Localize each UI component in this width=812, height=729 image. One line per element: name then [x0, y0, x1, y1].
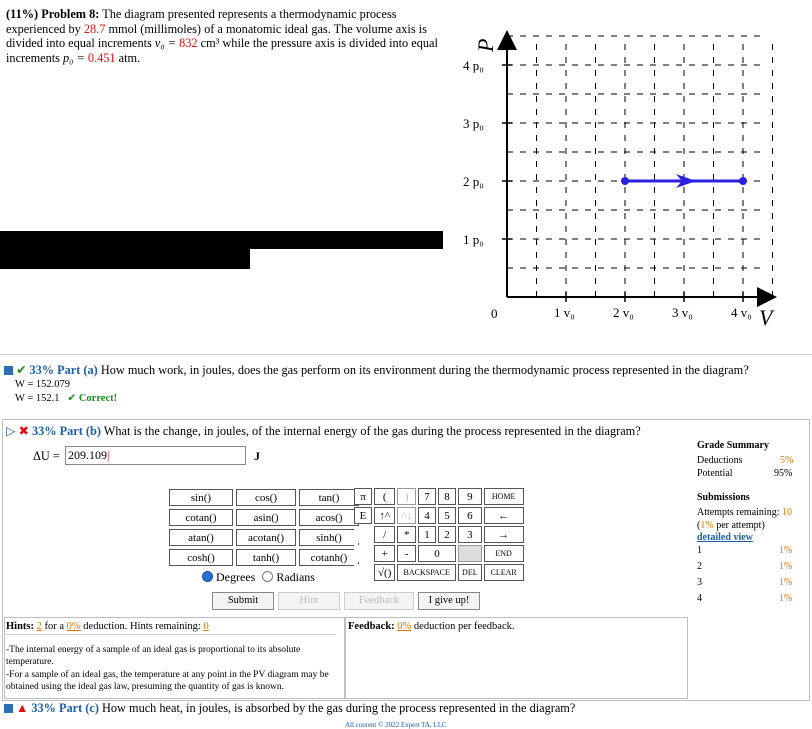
key-sqrt[interactable]: √() — [374, 564, 395, 581]
p-tick-label: 2 p₀ — [463, 174, 484, 189]
part-a-percent: 33% — [29, 363, 55, 377]
degrees-label: Degrees — [216, 570, 256, 584]
submission-deduction: 1% — [779, 577, 793, 588]
part-c-label: Part (c) — [59, 701, 99, 715]
detailed-view-link[interactable]: detailed view — [697, 532, 753, 543]
key-multiply[interactable]: * — [397, 526, 416, 543]
hints-for-a: for a — [44, 621, 65, 632]
incorrect-x-icon: ✖ — [18, 424, 29, 438]
part-a-label: Part (a) — [57, 363, 98, 377]
key-acotan[interactable]: acotan() — [236, 529, 296, 546]
p0-value: 0.451 — [87, 50, 116, 65]
key-open-paren[interactable]: ( — [374, 488, 395, 505]
hints-summary — [6, 621, 209, 632]
key-pi[interactable]: π — [354, 488, 372, 505]
key-asin[interactable]: asin() — [236, 509, 296, 526]
key-8[interactable]: 8 — [438, 488, 456, 505]
answer-input-value: 209.109 — [68, 448, 107, 462]
expand-arrow-icon[interactable]: ▷ — [6, 424, 16, 438]
per-attempt-open: ( — [697, 520, 701, 531]
p-axis-label: P — [473, 38, 498, 52]
hints-count: 2 — [36, 621, 42, 632]
problem-weight: (11%) — [6, 7, 39, 21]
key-clear[interactable]: CLEAR — [484, 564, 524, 581]
submission-deduction: 1% — [779, 593, 793, 604]
submission-number: 1 — [697, 545, 702, 556]
key-7[interactable]: 7 — [418, 488, 436, 505]
key-minus[interactable]: - — [397, 545, 416, 562]
key-acos[interactable]: acos() — [299, 509, 359, 526]
submission-number: 2 — [697, 561, 702, 572]
part-a-answer-2-row — [15, 392, 117, 404]
v0-label: v₀ = — [154, 36, 177, 50]
p-tick-label: 3 p₀ — [463, 116, 484, 131]
degrees-radio[interactable] — [202, 571, 213, 582]
part-c-question: How much heat, in joules, is absorbed by the gas during the process represented in the diagram? — [102, 701, 576, 715]
hint-text-1: -The internal energy of a sample of an ideal gas is proportional to its absolute temperature. — [6, 645, 301, 667]
radians-radio[interactable] — [262, 571, 273, 582]
pv-diagram — [455, 20, 785, 330]
part-b-label: Part (b) — [59, 424, 101, 438]
grade-summary-title: Grade Summary — [697, 440, 769, 451]
key-5[interactable]: 5 — [438, 507, 456, 524]
key-subscript[interactable]: ^↓ — [397, 507, 416, 524]
collapse-icon[interactable] — [4, 366, 13, 375]
attempts-label: Attempts remaining: — [697, 507, 780, 518]
submission-row — [697, 577, 797, 593]
deductions-label: Deductions — [697, 455, 743, 466]
process-end-point — [739, 177, 747, 185]
key-sin[interactable]: sin() — [169, 489, 233, 506]
key-cotan[interactable]: cotan() — [169, 509, 233, 526]
give-up-button[interactable]: I give up! — [418, 592, 480, 610]
process-start-point — [621, 177, 629, 185]
p-tick-label: 4 p₀ — [463, 58, 484, 73]
correct-status: Correct! — [78, 393, 118, 404]
key-cotanh[interactable]: cotanh() — [299, 549, 359, 566]
hints-label: Hints: — [6, 621, 35, 632]
v-tick-label: 1 v₀ — [554, 305, 575, 320]
key-tanh[interactable]: tanh() — [236, 549, 296, 566]
answer-input[interactable] — [65, 446, 246, 465]
submissions-title: Submissions — [697, 492, 750, 503]
part-a-question: How much work, in joules, does the gas perform on its environment during the thermodynamic process represented in the diagram? — [100, 363, 749, 377]
v-axis-label: V — [759, 305, 773, 330]
per-attempt-pct: 1% — [700, 520, 714, 531]
p0-unit: atm. — [118, 50, 141, 65]
radians-label: Radians — [276, 570, 315, 584]
key-backspace[interactable]: BACKSPACE — [397, 564, 456, 581]
keypad-spacer — [354, 545, 372, 562]
key-6[interactable]: 6 — [458, 507, 482, 524]
checkmark-icon: ✔ — [67, 393, 77, 404]
redaction-bar — [0, 249, 250, 269]
part-b-header — [6, 424, 641, 439]
key-superscript[interactable]: ↑^ — [374, 507, 395, 524]
submission-list — [697, 545, 797, 609]
feedback-pct: 0% — [397, 621, 412, 632]
attempts-value: 10 — [782, 507, 792, 518]
hints-deduction-text: deduction. Hints remaining: — [83, 621, 201, 632]
collapse-icon[interactable] — [4, 704, 13, 713]
v-tick-label: 4 v₀ — [731, 305, 752, 320]
problem-statement — [6, 7, 446, 65]
v0-value: 832 — [179, 36, 198, 50]
key-1[interactable]: 1 — [418, 526, 436, 543]
key-del[interactable]: DEL — [458, 564, 482, 581]
number-keypad — [352, 486, 526, 583]
key-4[interactable]: 4 — [418, 507, 436, 524]
attempts-remaining — [697, 507, 792, 518]
submission-row — [697, 561, 797, 577]
part-a-header — [4, 363, 749, 378]
per-attempt — [697, 520, 765, 531]
key-divide[interactable]: / — [374, 526, 395, 543]
hints-remaining: 0 — [203, 621, 209, 632]
v0-unit: cm³ — [200, 36, 220, 50]
hint-button[interactable]: Hint — [278, 592, 340, 610]
part-a-answer-1: W = 152.079 — [15, 379, 71, 390]
delta-u-label: ΔU = — [33, 449, 60, 463]
key-2[interactable]: 2 — [438, 526, 456, 543]
part-c-percent: 33% — [31, 701, 56, 715]
key-end[interactable]: END — [484, 545, 524, 562]
part-c-header — [4, 701, 575, 716]
key-cosh[interactable]: cosh() — [169, 549, 233, 566]
v-tick-label: 2 v₀ — [613, 305, 634, 320]
key-cos[interactable]: cos() — [236, 489, 296, 506]
redaction-bar — [0, 231, 443, 249]
footer-copyright: All content © 2022 Expert TA, LLC — [345, 721, 447, 729]
key-0[interactable]: 0 — [418, 545, 456, 562]
p-tick-label: 1 p₀ — [463, 232, 484, 247]
feedback-label: Feedback: — [348, 621, 395, 632]
key-sinh[interactable]: sinh() — [299, 529, 359, 546]
checkmark-icon: ✔ — [16, 363, 27, 377]
potential-label: Potential — [697, 468, 733, 479]
part-a-answer-2: W = 152.1 — [15, 393, 60, 404]
v-tick-label: 3 v₀ — [672, 305, 693, 320]
key-right-arrow-icon[interactable]: → — [484, 526, 524, 543]
function-keypad — [166, 486, 362, 585]
submission-number: 4 — [697, 593, 702, 604]
keypad-spacer — [354, 564, 372, 581]
key-3[interactable]: 3 — [458, 526, 482, 543]
key-9[interactable]: 9 — [458, 488, 482, 505]
per-attempt-text: per attempt) — [716, 520, 765, 531]
key-e[interactable]: E — [354, 507, 372, 524]
divider — [6, 634, 336, 635]
origin-label: 0 — [491, 306, 498, 321]
problem-text-2: mmol (millimoles) of a monatomic ideal gas. The volume axis is divided into equal increments — [6, 21, 427, 50]
problem-text-1: The diagram presented represents a thermodynamic process experienced by — [6, 7, 397, 36]
diagram-grid — [507, 36, 773, 297]
keypad-spacer — [354, 526, 372, 543]
submission-row — [697, 545, 797, 561]
feedback-button[interactable]: Feedback — [344, 592, 414, 610]
feedback-text: deduction per feedback. — [413, 621, 515, 632]
submission-number: 3 — [697, 577, 702, 588]
key-decimal[interactable]: . — [458, 545, 482, 562]
moles-value: 28.7 — [83, 21, 106, 36]
deductions-value: 5% — [780, 455, 794, 466]
potential-value: 95% — [774, 468, 793, 479]
hints-pct: 0% — [66, 621, 81, 632]
key-tan[interactable]: tan() — [299, 489, 359, 506]
text-cursor: | — [107, 448, 110, 462]
part-b-percent: 33% — [31, 424, 57, 438]
submission-deduction: 1% — [779, 545, 793, 556]
part-b-question: What is the change, in joules, of the internal energy of the gas during the process represented in the diagram? — [103, 424, 641, 438]
submit-button[interactable]: Submit — [212, 592, 274, 610]
key-plus[interactable]: + — [374, 545, 395, 562]
key-atan[interactable]: atan() — [169, 529, 233, 546]
unit-label: J — [254, 449, 260, 463]
key-home[interactable]: HOME — [484, 488, 524, 505]
warning-icon: ▲ — [16, 701, 29, 715]
submission-deduction: 1% — [779, 561, 793, 572]
problem-text-3: while the pressure axis is divided into equal increments — [6, 36, 438, 65]
key-left-arrow-icon[interactable]: ← — [484, 507, 524, 524]
submission-row — [697, 593, 797, 609]
key-close-paren[interactable]: ) — [397, 488, 416, 505]
divider — [0, 354, 812, 355]
problem-number: Problem 8: — [41, 7, 100, 21]
p0-label: p₀ = — [63, 50, 85, 65]
feedback-summary — [348, 621, 515, 632]
hint-text-2: -For a sample of an ideal gas, the temperature at any point in the PV diagram may be obtained using the ideal gas law, presuming the quantity of gas is known. — [6, 670, 329, 692]
